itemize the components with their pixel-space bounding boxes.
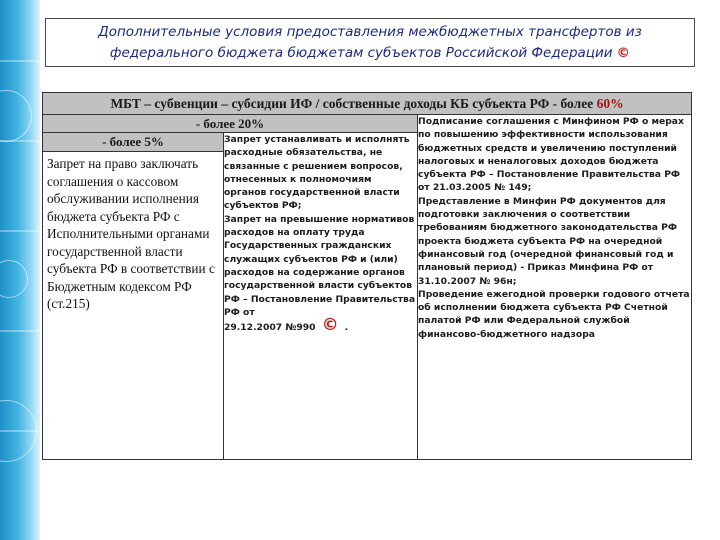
middle-col-paragraph-2: Запрет на превышение нормативов расходов на оплату труда Государственных гражданских служащих субъектов РФ и (или) расходов на содержание органов государственной власти субъектов РФ – Постановление Правительства РФ от bbox=[224, 213, 416, 318]
middle-column-cell bbox=[224, 133, 418, 460]
copyright-mark-middle: © bbox=[321, 315, 339, 336]
table-header-percent: 60% bbox=[596, 96, 624, 111]
column-header-20-percent: - более 20% bbox=[43, 115, 418, 133]
middle-col-date: 29.12.2007 №990 bbox=[224, 322, 316, 334]
conditions-table bbox=[42, 92, 692, 460]
left-decorative-band bbox=[0, 0, 40, 540]
title-line-1: Дополнительные условия предоставления межбюджетных трансфертов из bbox=[98, 23, 642, 40]
title-line-2: федерального бюджета бюджетам субъектов Российской Федерации bbox=[109, 44, 613, 61]
middle-col-end: . bbox=[344, 322, 349, 334]
slide-title bbox=[45, 18, 695, 67]
copyright-mark-title: © bbox=[616, 44, 631, 61]
left-column-cell bbox=[43, 133, 224, 460]
right-col-paragraph-2: Представление в Минфин РФ документов для подготовки заключения о соответствии требованиям бюджетного законодательства РФ проекта бюджета субъекта РФ на очередной финансовый год (очередной финансовый год и плановый период) - Приказ Минфина РФ от 31.10.2007 № 96н; bbox=[418, 195, 677, 287]
table-header bbox=[43, 93, 692, 115]
right-col-paragraph-3: Проведение ежегодной проверки годового отчета об исполнении бюджета субъекта РФ Счетной палатой РФ или Федеральной службой финансово-бюджетного надзора bbox=[418, 288, 690, 340]
middle-col-paragraph-1: Запрет устанавливать и исполнять расходные обязательства, не связанные с решением вопросов, отнесенных к полномочиям органов государственной власти субъектов РФ; bbox=[224, 134, 410, 212]
table-header-text: МБТ – субвенции – субсидии ИФ / собственные доходы КБ субъекта РФ - более bbox=[110, 96, 594, 111]
column-header-5-percent: - более 5% bbox=[43, 133, 223, 151]
right-column-cell bbox=[418, 115, 692, 460]
right-col-paragraph-1: Подписание соглашения с Минфином РФ о мерах по повышению эффективности использования бюджетных средств и увеличению поступлений налоговых и неналоговых доходов бюджета субъекта РФ – Постановление Правительства РФ от 21.03.2005 № 149; bbox=[418, 116, 684, 194]
left-column-text: Запрет на право заключать соглашения о кассовом обслуживании исполнения бюджета субъекта РФ с Исполнительными органами государственной власти субъекта РФ в соответствии с Бюджетным кодексом РФ (ст.215) bbox=[43, 151, 223, 316]
